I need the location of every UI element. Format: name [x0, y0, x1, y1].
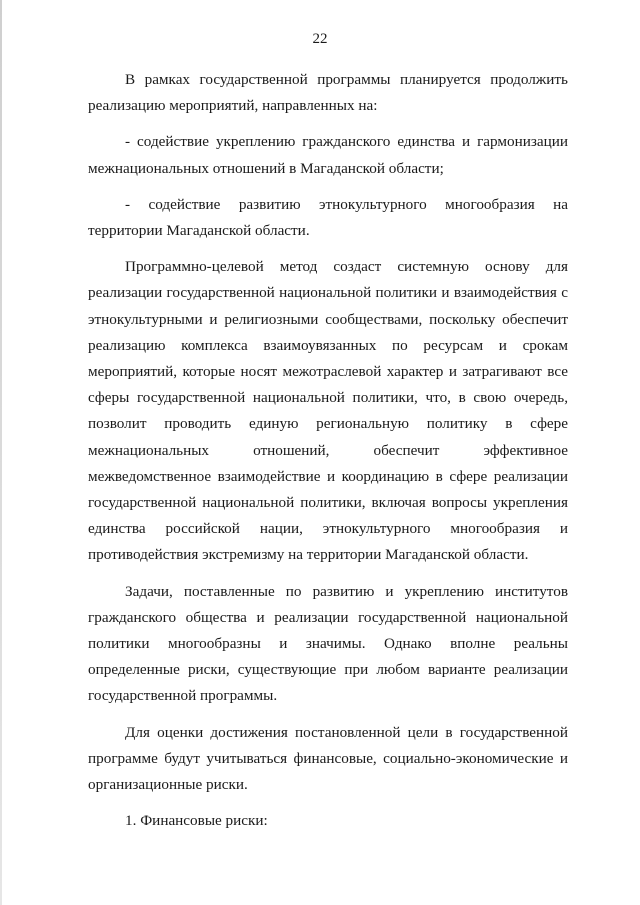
paragraph-financial-risks: 1. Финансовые риски: [125, 812, 268, 830]
paragraph-tasks: Задачи, поставленные по развитию и укреплению институтов гражданского общества и реализации государственной национальной политики многообразны и значимы. Однако вполне реальны определенные риски, существующие при любом варианте реализации государственной программы. [88, 582, 568, 705]
paragraph-method: Программно-целевой метод создаст системную основу для реализации государственной национальной политики и взаимодействия с этнокультурными и религиозными сообществами, поскольку обеспечит реализацию комплекса взаимоувязанных по ресурсам и срокам мероприятий, которые носят межотраслевой характер и затрагивают все сферы государственной национальной политики, что, в свою очередь, позволит проводить единую региональную политику в сфере межнациональных отношений, обеспечит эффективное межведомственное взаимодействие и координацию в сфере реализации государственной национальной политики, включая вопросы укрепления единства российской нации, этнокультурного многообразия и противодействия экстремизму на территории Магаданской области. [88, 258, 568, 564]
document-body [88, 67, 568, 834]
scan-edge [0, 0, 2, 905]
page-number: 22 [312, 31, 328, 47]
paragraph-risk-assessment: Для оценки достижения постановленной цели в государственной программе будут учитываться финансовые, социально-экономические и организационные риски. [88, 723, 568, 794]
paragraph-list-item-unity: - содействие укреплению гражданского единства и гармонизации межнациональных отношений в Магаданской области; [88, 133, 568, 177]
paragraph-list-item-diversity: - содействие развитию этнокультурного многообразия на территории Магаданской области. [88, 195, 568, 240]
paragraph-intro: В рамках государственной программы планируется продолжить реализацию мероприятий, направленных на: [88, 71, 568, 115]
